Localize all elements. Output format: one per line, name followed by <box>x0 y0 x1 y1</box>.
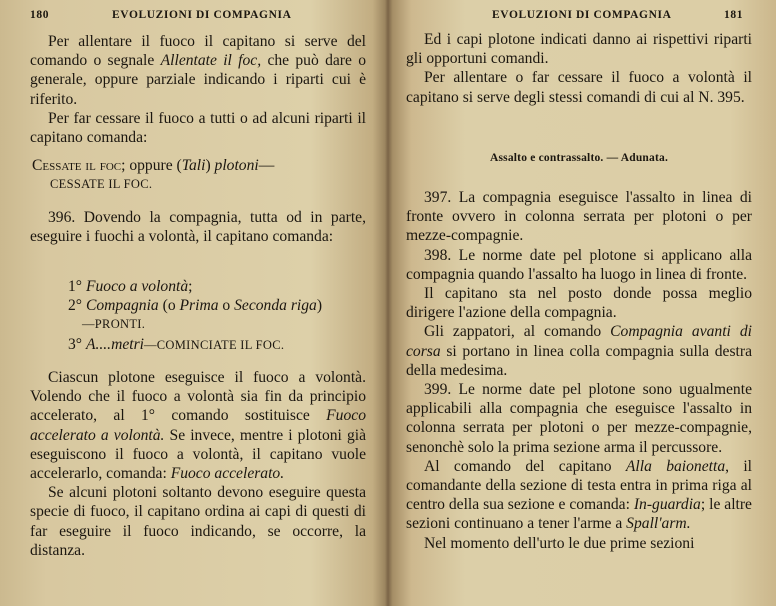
command-line: Cessate il foc; oppure (Tali) plotoni— <box>32 157 275 174</box>
paragraph: Nel momento dell'urto le due prime sezioni <box>424 534 695 552</box>
command-block <box>30 156 366 194</box>
command-list <box>30 277 366 355</box>
command-line: CESSATE IL FOC. <box>50 177 153 192</box>
right-page <box>386 0 776 606</box>
section-heading: Assalto e contrassalto. — Adunata. <box>489 152 669 164</box>
list-item: 2° Compagnia (o Prima o Seconda riga) <box>68 297 323 315</box>
section-heading-block <box>406 149 752 168</box>
left-text-block <box>30 368 366 560</box>
paragraph: Al comando del capitano Alla baionetta, il comandante della sezione di testa entra in prima riga al centro della sua sezione e comanda: In-guardia; le altre sezioni continuano a tener l'arme a Spall'arm. <box>406 457 753 533</box>
paragraph-398: 398. Le norme date pel plotone si applicano alla compagnia quando l'assalto ha luogo in linea di fronte. <box>406 246 752 283</box>
paragraph: Ciascun plotone eseguisce il fuoco a volontà. Volendo che il fuoco a volontà sia fin da principio accelerato, al 1° comando sostituisce Fuoco accelerato a volontà. Se invece, mentre i plotoni già eseguiscono il fuoco a volontà, il capitano vuole accelerarlo, comanda: Fuoco accelerato. <box>30 369 367 483</box>
list-item: 1° Fuoco a volontà; <box>68 278 193 295</box>
paragraph: Se alcuni plotoni soltanto devono eseguire questa specie di fuoco, il capitano ordina ai capi di questi di far eseguire il fuoco indicando, se occorre, la distanza. <box>30 484 366 559</box>
page-number: 181 <box>724 9 744 21</box>
paragraph-399: 399. Le norme date pel plotone sono ugualmente applicabili alla compagnia che eseguisce l'assalto in colonna serrata per plotoni o per mezze-compagnie, senonchè solo la prima sezione arma il percussore. <box>406 381 752 456</box>
left-page <box>0 0 384 606</box>
paragraph: Per allentare o far cessare il fuoco a volontà il capitano si serve degli stessi comandi di cui al N. 395. <box>406 69 752 106</box>
paragraph: Per allentare il fuoco il capitano si serve del comando o segnale Allentate il foc, che può dare o generale, oppure parziale indicando i riparti cui è riferito. <box>30 33 366 108</box>
list-item: —PRONTI. <box>82 317 146 332</box>
list-item: 3° A....metri—COMINCIATE IL FOC. <box>68 335 285 353</box>
paragraph: Il capitano sta nel posto donde possa meglio dirigere l'azione della compagnia. <box>406 285 752 322</box>
paragraph-397: 397. La compagnia eseguisce l'assalto in linea di fronte ovvero in colonna serrata per plotoni o per mezze-compagnie. <box>406 189 752 245</box>
paragraph-396: 396. Dovendo la compagnia, tutta od in parte, eseguire i fuochi a volontà, il capitano comanda: <box>30 209 366 246</box>
running-title: EVOLUZIONI DI COMPAGNIA <box>112 9 292 21</box>
paragraph: Gli zappatori, al comando Compagnia avanti di corsa si portano in linea colla compagnia sulla destra della medesima. <box>406 323 752 379</box>
right-text-block <box>406 188 752 553</box>
running-title: EVOLUZIONI DI COMPAGNIA <box>492 9 672 21</box>
paragraph: Per far cessare il fuoco a tutti o ad alcuni riparti il capitano comanda: <box>30 109 366 147</box>
page-number: 180 <box>30 9 50 21</box>
left-text-block <box>30 32 366 147</box>
left-text-block <box>30 208 366 246</box>
right-text-block <box>406 30 752 107</box>
paragraph: Ed i capi plotone indicati danno ai rispettivi riparti gli opportuni comandi. <box>406 31 752 68</box>
